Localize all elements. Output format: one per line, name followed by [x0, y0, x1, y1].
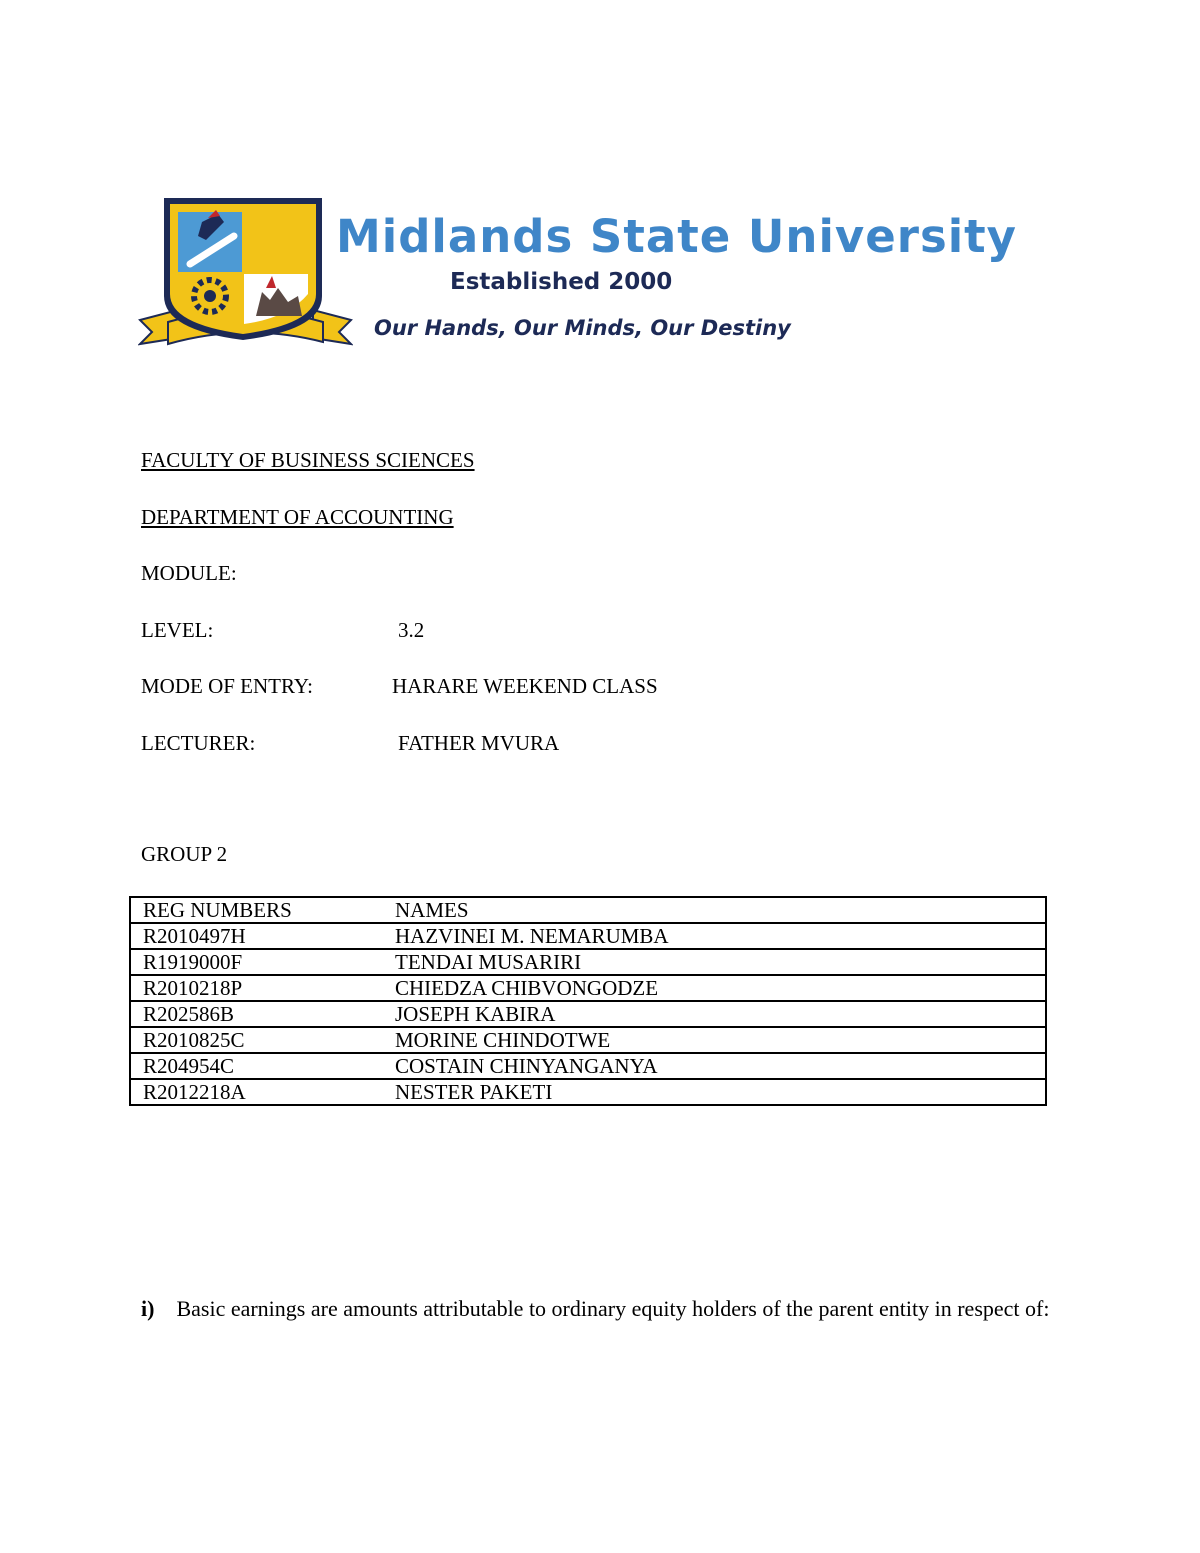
table-row — [130, 923, 1046, 949]
faculty-heading: FACULTY OF BUSINESS SCIENCES — [141, 448, 475, 472]
member-name: JOSEPH KABIRA — [395, 1002, 556, 1026]
table-header-row — [130, 897, 1046, 923]
reg-number: R2010218P — [143, 976, 243, 1000]
table-row — [130, 949, 1046, 975]
table-row — [130, 1079, 1046, 1105]
reg-number: R202586B — [143, 1002, 235, 1026]
item-marker: i) — [141, 1296, 155, 1321]
member-name: NESTER PAKETI — [395, 1080, 553, 1104]
item-text: Basic earnings are amounts attributable to ordinary equity holders of the parent entity in respect of: — [176, 1296, 1050, 1321]
body-paragraph — [141, 1288, 1059, 1329]
mode-of-entry-value: HARARE WEEKEND CLASS — [392, 674, 658, 698]
reg-number: R1919000F — [143, 950, 243, 974]
university-motto: Our Hands, Our Minds, Our Destiny — [374, 316, 791, 340]
group-title: GROUP 2 — [141, 842, 228, 866]
established-text: Established 2000 — [450, 269, 673, 295]
column-header-names: NAMES — [395, 898, 469, 922]
crest-icon — [138, 192, 353, 352]
column-header-reg: REG NUMBERS — [143, 898, 292, 922]
level-value: 3.2 — [398, 618, 425, 642]
reg-number: R2010497H — [143, 924, 246, 948]
department-heading: DEPARTMENT OF ACCOUNTING — [141, 505, 454, 529]
table-row — [130, 1053, 1046, 1079]
table-row — [130, 1027, 1046, 1053]
member-name: CHIEDZA CHIBVONGODZE — [395, 976, 659, 1000]
table-row — [130, 1001, 1046, 1027]
table-row — [130, 975, 1046, 1001]
level-label: LEVEL: — [141, 618, 214, 642]
reg-number: R2012218A — [143, 1080, 246, 1104]
member-name: COSTAIN CHINYANGANYA — [395, 1054, 658, 1078]
lecturer-value: FATHER MVURA — [398, 731, 560, 755]
member-name: MORINE CHINDOTWE — [395, 1028, 611, 1052]
mode-of-entry-label: MODE OF ENTRY: — [141, 674, 313, 698]
member-name: TENDAI MUSARIRI — [395, 950, 582, 974]
reg-number: R2010825C — [143, 1028, 245, 1052]
member-name: HAZVINEI M. NEMARUMBA — [395, 924, 669, 948]
university-logo — [138, 192, 1018, 362]
module-label: MODULE: — [141, 561, 237, 585]
university-name: Midlands State University — [336, 210, 1017, 263]
lecturer-label: LECTURER: — [141, 731, 256, 755]
members-table — [129, 896, 1047, 1106]
reg-number: R204954C — [143, 1054, 235, 1078]
